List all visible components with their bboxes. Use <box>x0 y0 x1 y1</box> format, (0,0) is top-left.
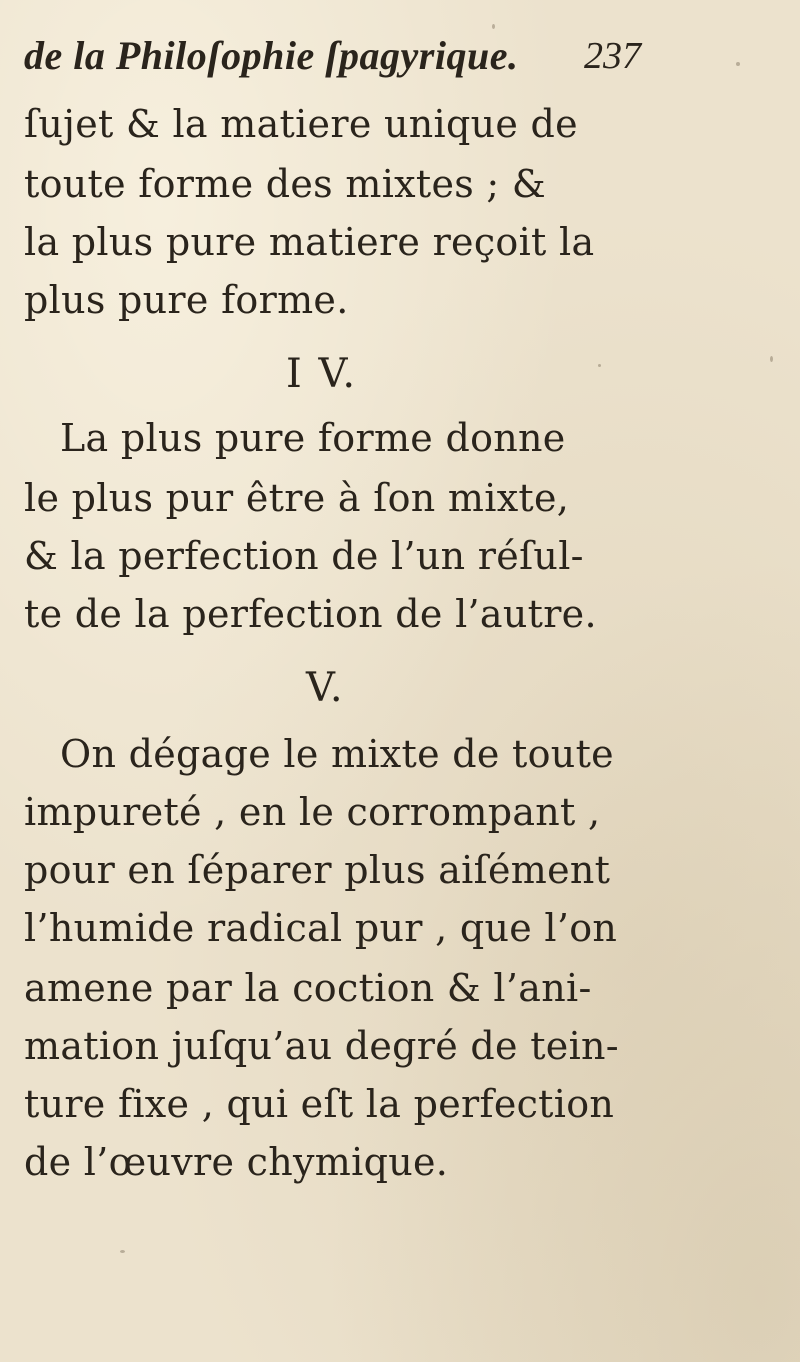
paper-speck <box>736 62 740 66</box>
text-line: de l’œuvre chymique. <box>24 1140 449 1184</box>
text-line: l’humide radical pur , que l’on <box>24 906 618 950</box>
text-line: On dégage le mixte de toute <box>60 732 614 776</box>
text-line: ture fixe , qui eſt la perfection <box>24 1082 615 1126</box>
text-line: mation juſqu’au degré de tein- <box>24 1024 619 1068</box>
paper-speck <box>598 364 601 367</box>
text-line: la plus pure matiere reçoit la <box>24 220 595 264</box>
text-line: plus pure forme. <box>24 278 349 322</box>
paper-speck <box>492 24 495 29</box>
paper-speck <box>120 1250 125 1253</box>
section-heading-v: V. <box>306 665 345 711</box>
text-line: amene par la coction & l’ani- <box>24 966 592 1010</box>
text-line: pour en ſéparer plus aiſément <box>24 848 611 892</box>
text-line: le plus pur être à ſon mixte, <box>24 476 570 520</box>
section-heading-iv: I V. <box>286 351 358 397</box>
text-line: & la perfection de l’un réſul- <box>24 534 584 578</box>
page-header <box>24 30 664 86</box>
text-line: te de la perfection de l’autre. <box>24 592 597 636</box>
paper-speck <box>770 356 773 362</box>
page-number: 237 <box>584 35 641 77</box>
text-line: impureté , en le corrompant , <box>24 790 601 834</box>
text-line: La plus pure forme donne <box>60 416 566 460</box>
text-line: ſujet & la matiere unique de <box>24 102 578 146</box>
text-line: toute forme des mixtes ; & <box>24 162 547 206</box>
running-title: de la Philoſophie ſpagyrique. <box>24 33 519 78</box>
